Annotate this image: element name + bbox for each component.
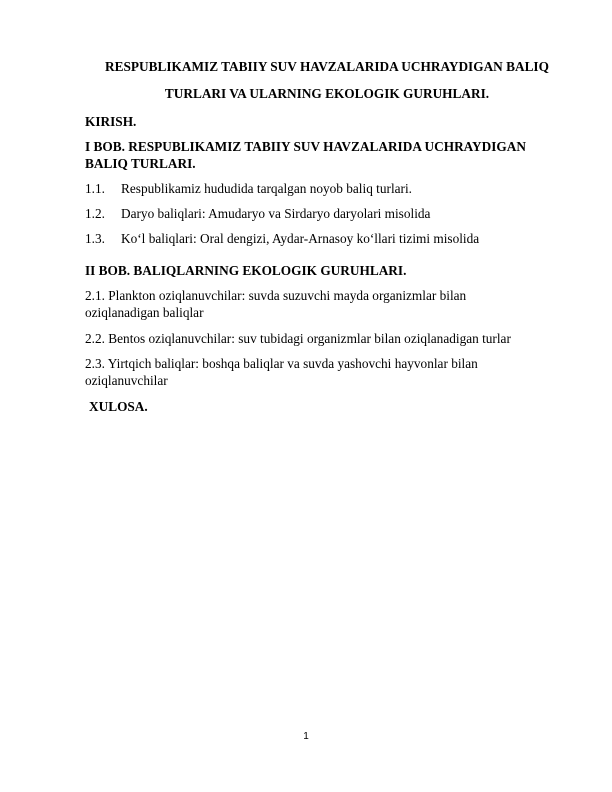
chapter1-heading-line-1: I BOB. RESPUBLIKAMIZ TABIIY SUV HAVZALARIDA UCHRAYDIGAN [85, 139, 526, 154]
toc-item-text: Respublikamiz hududida tarqalgan noyob baliq turlari. [121, 181, 412, 196]
chapter1-heading-line-2: BALIQ TURLARI. [85, 156, 196, 171]
chapter2-heading: II BOB. BALIQLARNING EKOLOGIK GURUHLARI. [85, 263, 407, 278]
toc-item-2-3-line-1: 2.3. Yirtqich baliqlar: boshqa baliqlar va suvda yashovchi hayvonlar bilan [85, 356, 478, 371]
toc-item-1-1 [85, 180, 412, 197]
document-title [80, 53, 574, 107]
toc-item-text: Ko‘l baliqlari: Oral dengizi, Aydar-Arnasoy ko‘llari tizimi misolida [121, 231, 480, 246]
toc-item-2-2: 2.2. Bentos oziqlanuvchilar: suv tubidagi organizmlar bilan oziqlanadigan turlar [85, 331, 511, 346]
conclusion-heading: XULOSA. [89, 399, 148, 414]
toc-item-2-3-line-2: oziqlanuvchilar [85, 373, 168, 388]
toc-item-number: 1.1. [85, 181, 105, 196]
toc-item-2-1-line-1: 2.1. Plankton oziqlanuvchilar: suvda suzuvchi mayda organizmlar bilan [85, 288, 467, 303]
toc-item-1-2 [85, 205, 430, 222]
title-line-2: TURLARI VA ULARNING EKOLOGIK GURUHLARI. [164, 86, 490, 101]
toc-item-number: 1.3. [85, 231, 105, 246]
title-line-1: RESPUBLIKAMIZ TABIIY SUV HAVZALARIDA UCHRAYDIGAN BALIQ [105, 59, 549, 74]
toc-item-2-1-line-2: oziqlanadigan baliqlar [85, 305, 204, 320]
toc-item-1-3 [85, 230, 479, 247]
toc-item-number: 1.2. [85, 206, 105, 221]
intro-heading: KIRISH. [85, 114, 137, 129]
page-number: 1 [303, 731, 309, 742]
toc-item-text: Daryo baliqlari: Amudaryo va Sirdaryo daryolari misolida [121, 206, 431, 221]
